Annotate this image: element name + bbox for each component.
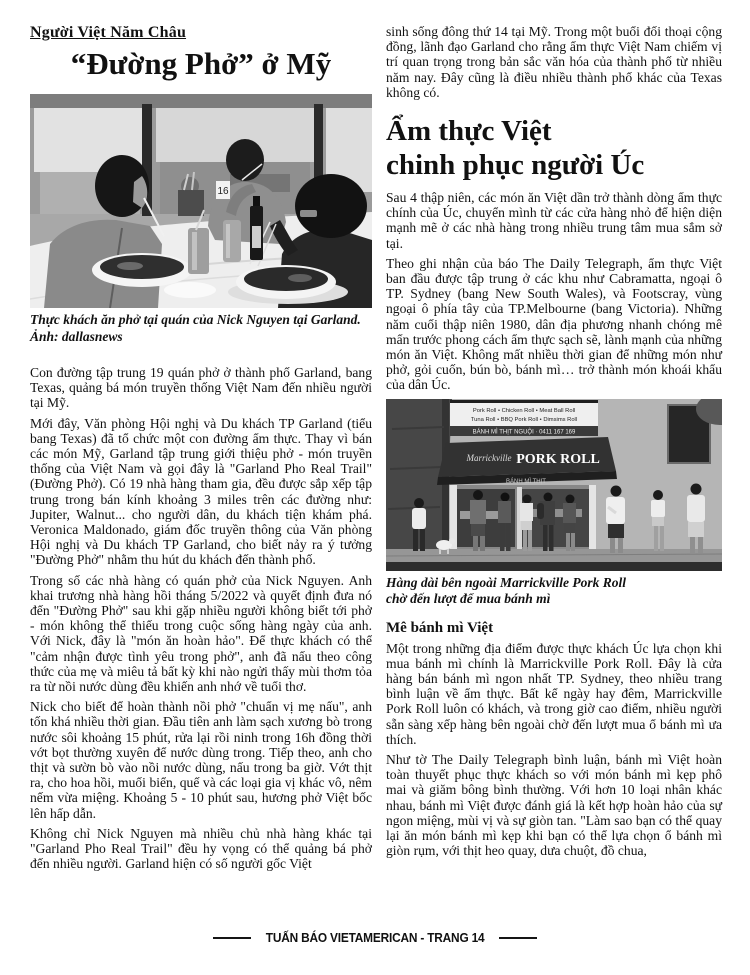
awning-script-text: Marrickville	[466, 452, 512, 463]
photo2-caption-line1: Hàng dài bên ngoài Marrickville Pork Roll	[386, 574, 627, 590]
article2-paragraph: Sau 4 thập niên, các món ăn Việt dần trở thành dòng ẩm thực chính của Úc, chuyển mình từ các cửa hàng nhỏ để hiện diện mạnh mẽ ở các nhà hàng trong nhiều trung tâm mua sắm sở tại.	[386, 190, 722, 251]
pho-restaurant-photo-illustration	[30, 94, 372, 308]
article1-paragraph: Trong số các nhà hàng có quán phở của Nick Nguyen. Anh khai trương nhà hàng hồi tháng 5/2022 và quyết định đưa nó đến "Đường Phở" sau khi gặp nhiều người không biết tới phở - món không thể thiếu trong cuộc sống hàng ngày của anh. Với Nick, đây là "món ăn hoàn hảo". Để thực khách có thể "cảm nhận được tình yêu trong phở", anh đã nấu theo công thức của mẹ và miêu tả bất kỳ khi nào ngửi thấy mùi thơm tỏa ra từ nồi nước dùng đều khiến anh nhớ về tuổi thơ.	[30, 572, 372, 695]
kicker: Người Việt Năm Châu	[30, 24, 187, 41]
menu-sign-line1: Pork Roll • Chicken Roll • Meat Ball Roll	[472, 407, 576, 414]
awning-main-text: PORK ROLL	[516, 451, 600, 467]
table-number-card	[216, 181, 230, 199]
article1-continued-paragraph: sinh sống đông thứ 14 tại Mỹ. Trong một buổi đối thoại cộng đồng, lãnh đạo Garland cho rằng ẩm thực Việt Nam chiếm vị trí quan trọng trong bản sắc văn hóa của thành phố từ nhiều năm nay. Đây cũng là điều nhiều thành phố khác của Texas không có.	[386, 24, 722, 100]
footer-rule-left	[213, 937, 251, 940]
article2-title-line2: chinh phục người Úc	[386, 149, 645, 182]
article2-subheading: Mê bánh mì Việt	[386, 619, 494, 636]
pho-restaurant-photo	[30, 94, 372, 308]
article1-title: “Đường Phở” ở Mỹ	[70, 46, 332, 81]
left-column	[30, 24, 372, 877]
article1-paragraph: Không chỉ Nick Nguyen mà nhiều chủ nhà hàng khác tại "Garland Pho Real Trail" đều hy vọng có thể quảng bá phở đến nhiều người. Garland hiện có số người gốc Việt	[30, 825, 372, 872]
article1-paragraph: Con đường tập trung 19 quán phở ở thành phố Garland, bang Texas, quảng bá món truyền thống Việt Nam đến nhiều người tại Mỹ.	[30, 365, 372, 411]
pho-bowl-left	[92, 253, 192, 287]
photo1-caption	[30, 312, 372, 345]
article2-paragraph: Một trong những địa điểm được thực khách Úc lựa chọn khi mua bánh mì chính là Marrickville Pork Roll. Đây là cửa hàng bán bánh mì ngon nhất TP. Sydney, theo nhiều trang bình luận về ẩm thực. Bất kể ngày hay đêm, Marrickville Pork Roll luôn có khách, và trong giờ cao điểm, nhiều người sẵn sàng xếp hàng bên ngoài chờ đến lượt mua ổ bánh mì ưa thích.	[386, 640, 722, 747]
condiment-caddy	[178, 190, 204, 216]
footer-text: TUẤN BÁO VIETAMERICAN - TRANG 14	[265, 931, 485, 945]
menu-sign-phone: BÁNH MÌ THỊT NGUỘI · 0411 167 169	[472, 429, 576, 436]
article1-paragraph: Nick cho biết để hoàn thành nồi phở "chuẩn vị mẹ nấu", anh tốn khá nhiều thời gian. Đầu tiên anh làm sạch xương bò trong nước sôi khoảng 15 phút, rửa lại rồi ninh trong 16h đồng thời vớt bọt thường xuyên để nước dùng trong. Tiếp theo, anh cho thịt và sườn bò vào nồi nước dùng, nấu trong ba giờ. Vớt thịt ra, cho hoa hồi, muối biển, quế và các loại gia vị khác vô, nêm nếm vừa miệng. Khoảng 5 - 10 phút sau, hương phở Việt bốc lên hấp dẫn.	[30, 699, 372, 821]
photo2-caption-line2: chờ đến lượt để mua bánh mì	[386, 591, 551, 607]
menu-sign	[450, 400, 598, 436]
pork-roll-shop-photo	[386, 399, 722, 571]
pork-roll-shop-illustration	[386, 399, 722, 571]
awning-sub-text: BÁNH MÌ THỊT	[506, 478, 546, 485]
article2-paragraph: Như tờ The Daily Telegraph bình luận, bánh mì Việt hoàn toàn thuyết phục thực khách so với món bánh mì kẹp phô mai và giăm bông bình thường. Với hơn 10 loại nhân khác nhau, bánh mì Việt được đánh giá là kết hợp hoàn hảo của sự ngon miệng, mùi vị và sự giòn tan. "Làm sao bạn có thể quay lại ăn món bánh mì kẹp khi bạn có thể lựa chọn ổ bánh mì giòn rụm, với thịt heo quay, dưa chuột, đồ chua,	[386, 752, 722, 859]
right-column	[386, 24, 722, 864]
page-footer	[0, 931, 750, 945]
article2-title	[386, 114, 722, 182]
article2-paragraph: Theo ghi nhận của báo The Daily Telegraph, ẩm thực Việt ban đầu được tập trung ở các khu như Cabramatta, ngoại ô TP. Sydney (bang New South Wales), và Footscray, vùng ngoại ô phía tây của TP.Melbourne (bang Victoria). Những năm cuối thập niên 1980, dân địa phương nhanh chóng mê mẩn trước phong cách ẩm thực sạch sẽ, lành mạnh của những món ăn Việt. Không mất nhiều thời gian để những món như phở, gỏi cuốn, bún bò, bánh mì… trở thành món khoái khẩu của dân Úc.	[386, 255, 722, 393]
article1-paragraph: Mới đây, Văn phòng Hội nghị và Du khách TP Garland (tiểu bang Texas) đã tổ chức một con đường ẩm thực. Thay vì bán các món Mỹ, Garland tập trung giới thiệu phở - món truyền thống của Việt Nam và gọi đây là "Garland Pho Real Trail" (Đường Phở). Có 19 nhà hàng tham gia, đều được sắp xếp tập trung trong bán kính khoảng 3 miles trên các đường như: Jupiter, Walnut... cho người dân, du khách tiện khám phá. Veronica Maldonado, giám đốc truyền thông của Văn phòng Hội nghị và Du khách TP Garland, cho biết nảy ra ý tưởng "Đường Phở" nhằm thu hút du khách đến thành phố.	[30, 415, 372, 568]
svg-text:16: 16	[217, 186, 229, 197]
footer-rule-right	[499, 937, 537, 940]
menu-sign-line2: Tuna Roll • BBQ Pork Roll • Dimsims Roll	[470, 416, 578, 423]
photo1-caption-line2: Ảnh: dallasnews	[30, 328, 123, 344]
photo1-caption-line1: Thực khách ăn phở tại quán của Nick Nguyen tại Garland.	[30, 312, 361, 327]
article2-title-line1: Ẩm thực Việt	[386, 115, 552, 148]
awning	[437, 437, 617, 485]
photo2-caption	[386, 575, 722, 608]
